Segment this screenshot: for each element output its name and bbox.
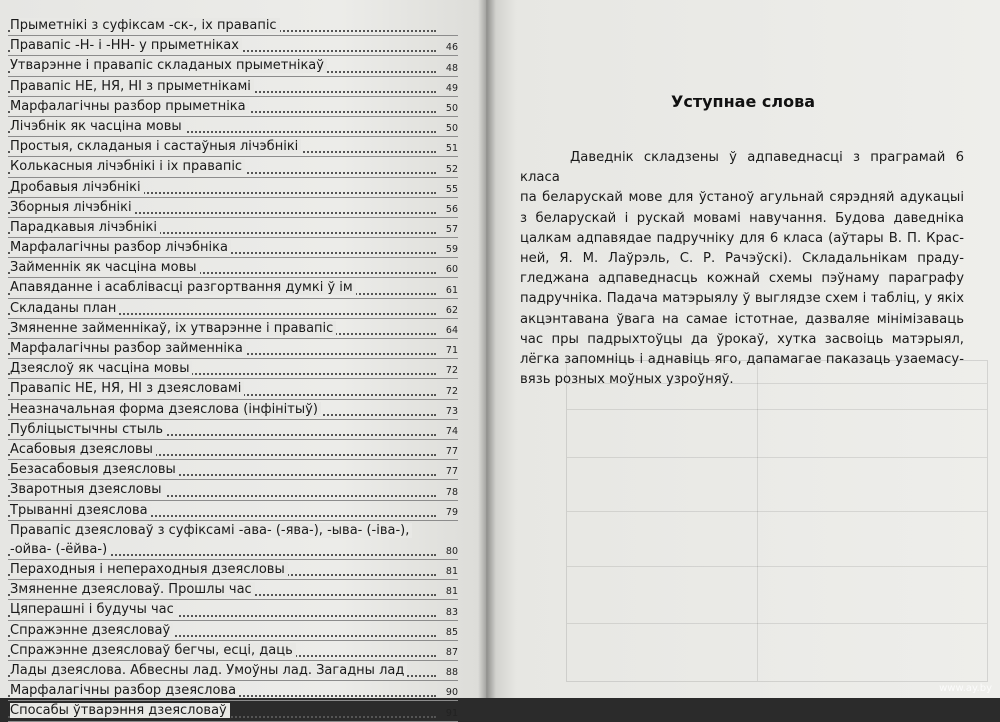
toc-entry-title — [10, 440, 156, 459]
left-page — [0, 0, 486, 719]
toc-entry — [8, 621, 458, 641]
toc-title-line: Трыванні дзеяслова — [10, 503, 151, 518]
toc-page-number: 51 — [445, 143, 458, 155]
toc-title-line: Марфалагічны разбор дзеяслова — [10, 683, 239, 698]
toc-entry-title — [10, 178, 144, 197]
toc-entry — [8, 681, 458, 701]
toc-page-number: 91 — [445, 707, 458, 719]
toc-entry-title — [10, 501, 151, 520]
toc-page-number: 80 — [445, 546, 458, 558]
toc-entry — [8, 521, 458, 560]
toc-entry — [8, 379, 458, 399]
toc-page-number: 59 — [445, 244, 458, 256]
toc-page-number: 48 — [445, 62, 458, 74]
preface-line: час пры падрыхтоўцы да ўрокаў, хутка засвоіць матэрыял, — [520, 331, 964, 347]
preface-line: падручніка. Падача матэрыялу ў выглядзе схем і табліц, у якіх — [520, 291, 964, 307]
toc-title-line: Змяненне дзеясловаў. Прошлы час — [10, 582, 255, 597]
toc-entry-title — [10, 319, 336, 338]
toc-entry-title — [10, 521, 412, 557]
toc-page-number: 55 — [445, 183, 458, 195]
toc-entry-title — [10, 580, 255, 599]
toc-entry — [8, 117, 458, 137]
toc-entry — [8, 218, 458, 238]
toc-entry — [8, 77, 458, 97]
toc-page-number: 50 — [445, 123, 458, 135]
toc-entry — [8, 641, 458, 661]
toc-title-line: Правапіс дзеясловаў з суфіксамі -ава- (-ява-), -ыва- (-іва-), — [10, 523, 412, 538]
toc-title-line: Зборныя лічэбнікі — [10, 200, 135, 215]
toc-entry — [8, 198, 458, 218]
toc-page-number: 72 — [445, 385, 458, 397]
toc-entry — [8, 137, 458, 157]
right-page — [486, 0, 1000, 698]
toc-title-line: Утварэнне і правапіс складаных прыметнікаў — [10, 58, 327, 73]
toc-entry-title — [10, 56, 327, 75]
preface-line: цалкам адпавядае падручніку для 6 класа (аўтары В. П. Крас- — [520, 230, 964, 246]
toc-entry — [8, 97, 458, 117]
toc-title-line: Лады дзеяслова. Абвесны лад. Умоўны лад. Загадны лад — [10, 663, 407, 678]
toc-entry-title — [10, 480, 165, 499]
toc-entry-title — [10, 157, 245, 176]
toc-page-number: 72 — [445, 365, 458, 377]
toc-entry-title — [10, 218, 160, 237]
toc-entry-title — [10, 621, 173, 640]
toc-title-line: Змяненне займеннікаў, іх утварэнне і правапіс — [10, 321, 336, 336]
preface-line: па беларускай мове для ўстаноў агульнай сярэдняй адукацыі — [520, 190, 964, 206]
toc-entry-title — [10, 117, 185, 136]
preface-line: гледжана адпаведнасць кожнай схемы пэўнаму параграфу — [520, 271, 964, 287]
watermark: www.ay.by — [939, 683, 992, 694]
toc-page-number: 83 — [445, 606, 458, 618]
toc-entry-title — [10, 420, 166, 439]
toc-title-line: Складаны план — [10, 301, 119, 316]
toc-entry-title — [10, 661, 407, 680]
toc-entry — [8, 278, 458, 298]
toc-entry — [8, 560, 458, 580]
toc-entry — [8, 460, 458, 480]
toc-title-line: Дробавыя лічэбнікі — [10, 180, 144, 195]
toc-entry — [8, 480, 458, 500]
toc-entry — [8, 238, 458, 258]
toc-page-number: 50 — [445, 102, 458, 114]
book-gutter — [478, 0, 496, 698]
toc-title-line: Спражэнне дзеясловаў бегчы, есці, даць — [10, 643, 296, 658]
toc-title-line: Лічэбнік як часціна мовы — [10, 119, 185, 134]
toc-entry — [8, 178, 458, 198]
toc-entry-title — [10, 400, 321, 419]
toc-entry-title — [10, 600, 177, 619]
toc-entry-title — [10, 701, 230, 720]
toc-title-line: Правапіс НЕ, НЯ, НІ з дзеясловамі — [10, 381, 244, 396]
toc-entry-title — [10, 16, 280, 35]
toc-title-line: Апавяданне і асаблівасці разгортвання думкі ў ім — [10, 280, 356, 295]
toc-entry — [8, 501, 458, 521]
toc-entry — [8, 701, 458, 721]
toc-page-number: 62 — [445, 304, 458, 316]
toc-page-number: 71 — [445, 345, 458, 357]
preface-line: з беларускай і рускай мовамі навучання. Будова даведніка — [520, 210, 964, 226]
toc-entry — [8, 420, 458, 440]
toc-title-line: Марфалагічны разбор прыметніка — [10, 99, 249, 114]
preface-line: акцэнтавана ўвага на самае істотнае, дазваляе мінімізаваць — [520, 311, 964, 327]
preface-line: вязь розных моўных узроўняў. — [520, 372, 734, 388]
toc-page-number: 79 — [445, 506, 458, 518]
toc-page-number: 74 — [445, 425, 458, 437]
toc-title-line: Асабовыя дзеясловы — [10, 442, 156, 457]
toc-entry-title — [10, 36, 242, 55]
toc-entry-title — [10, 137, 301, 156]
toc-entry-title — [10, 681, 239, 700]
toc-title-line: Спосабы ўтварэння дзеясловаў — [10, 703, 230, 718]
toc-entry — [8, 299, 458, 319]
toc-title-line: Безасабовыя дзеясловы — [10, 462, 179, 477]
toc-page-number: 87 — [445, 647, 458, 659]
toc-entry-title — [10, 97, 249, 116]
toc-entry — [8, 157, 458, 177]
toc-title-line: Простыя, складаныя і састаўныя лічэбнікі — [10, 139, 301, 154]
table-of-contents — [8, 16, 458, 722]
toc-entry — [8, 16, 458, 36]
toc-entry — [8, 339, 458, 359]
toc-title-line-2: -ойва- (-ёйва-) — [10, 540, 110, 559]
toc-title-line: Правапіс -Н- і -НН- у прыметніках — [10, 38, 242, 53]
toc-title-line: Парадкавыя лічэбнікі — [10, 220, 160, 235]
toc-page-number: 81 — [445, 566, 458, 578]
show-through-table — [566, 360, 988, 682]
toc-entry-title — [10, 299, 119, 318]
preface-line: Даведнік складзены ў адпаведнасці з праграмай 6 класа — [520, 150, 964, 186]
toc-title-line: Спражэнне дзеясловаў — [10, 623, 173, 638]
toc-entry-title — [10, 258, 200, 277]
toc-entry — [8, 400, 458, 420]
toc-entry-title — [10, 379, 244, 398]
toc-title-line: Публіцыстычны стыль — [10, 422, 166, 437]
toc-entry-title — [10, 238, 231, 257]
toc-page-number: 57 — [445, 224, 458, 236]
toc-entry — [8, 56, 458, 76]
toc-entry-title — [10, 77, 254, 96]
toc-entry-title — [10, 359, 192, 378]
toc-title-line: Правапіс НЕ, НЯ, НІ з прыметнікамі — [10, 79, 254, 94]
toc-entry — [8, 258, 458, 278]
toc-entry-title — [10, 278, 356, 297]
toc-entry — [8, 600, 458, 620]
toc-title-line: Марфалагічны разбор лічэбніка — [10, 240, 231, 255]
preface-line: ней, Я. М. Лаўрэль, С. Р. Рачэўскі). Складальнікам праду- — [520, 251, 964, 267]
toc-entry — [8, 359, 458, 379]
toc-title-line: Займеннік як часціна мовы — [10, 260, 200, 275]
toc-page-number: 56 — [445, 203, 458, 215]
toc-title-line: Дзеяслоў як часціна мовы — [10, 361, 192, 376]
toc-page-number: 49 — [445, 82, 458, 94]
toc-entry — [8, 36, 458, 56]
toc-page-number: 81 — [445, 586, 458, 598]
toc-page-number: 61 — [445, 284, 458, 296]
preface-line: лёгка запомніць і аднавіць яго, дапамагае паказаць узаемасу- — [520, 352, 964, 368]
toc-entry — [8, 580, 458, 600]
toc-entry — [8, 661, 458, 681]
toc-title-line: Зваротныя дзеясловы — [10, 482, 165, 497]
toc-title-line: Цяперашні і будучы час — [10, 602, 177, 617]
toc-title-line: Пераходныя і непераходныя дзеясловы — [10, 562, 288, 577]
preface-heading: Уступнае слова — [671, 92, 815, 111]
toc-entry-title — [10, 198, 135, 217]
preface-text — [520, 148, 964, 390]
toc-entry-title — [10, 339, 246, 358]
toc-page-number: 52 — [445, 163, 458, 175]
toc-title-line: Колькасныя лічэбнікі і іх правапіс — [10, 159, 245, 174]
toc-page-number: 46 — [445, 42, 458, 54]
toc-entry — [8, 319, 458, 339]
toc-entry-title — [10, 641, 296, 660]
toc-page-number: 78 — [445, 486, 458, 498]
toc-title-line: Неазначальная форма дзеяслова (інфінітыў) — [10, 402, 321, 417]
toc-page-number: 77 — [445, 466, 458, 478]
toc-page-number: 77 — [445, 446, 458, 458]
toc-title-line: Прыметнікі з суфіксам -ск-, іх правапіс — [10, 18, 280, 33]
toc-entry — [8, 440, 458, 460]
toc-entry-title — [10, 460, 179, 479]
toc-page-number: 88 — [445, 667, 458, 679]
toc-entry-title — [10, 560, 288, 579]
toc-page-number: 64 — [445, 325, 458, 336]
toc-page-number: 85 — [445, 626, 458, 638]
toc-page-number: 90 — [445, 687, 458, 699]
toc-title-line: Марфалагічны разбор займенніка — [10, 341, 246, 356]
toc-page-number: 73 — [445, 405, 458, 417]
toc-page-number: 60 — [445, 264, 458, 276]
